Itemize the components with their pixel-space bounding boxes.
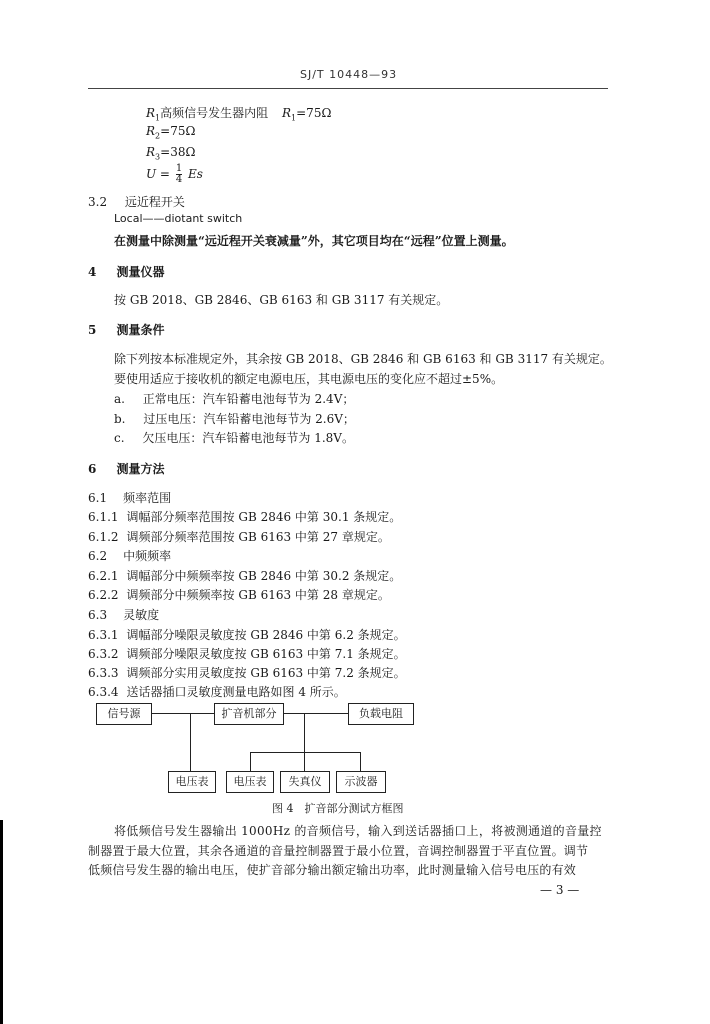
r3-sub: 3 — [155, 152, 161, 162]
section-5-text-2: 要使用适应于接收机的额定电源电压，其电源电压的变化应不超过±5%。 — [114, 372, 504, 386]
clause-text: 中频频率 — [123, 549, 172, 563]
voltmeter-box-1: 电压表 — [168, 771, 216, 793]
clause-text: 调幅部分频率范围按 GB 2846 中第 30.1 条规定。 — [126, 510, 402, 524]
clause-text: 调频部分实用灵敏度按 GB 6163 中第 7.2 条规定。 — [126, 666, 406, 680]
voltmeter-box-2: 电压表 — [226, 771, 274, 793]
section-5-item-a — [114, 390, 354, 407]
clause-6-2-2 — [88, 586, 390, 603]
item-label: c. — [114, 431, 125, 445]
section-number: 6 — [88, 462, 97, 476]
clause-text: 调频部分中频频率按 GB 6163 中第 28 章规定。 — [126, 588, 390, 602]
amplifier-box: 扩音机部分 — [214, 703, 284, 725]
clause-6-3-3 — [88, 664, 406, 681]
signal-source-box: 信号源 — [96, 703, 152, 725]
formula-r1 — [146, 104, 331, 122]
figure-caption: 图 4 扩音部分测试方框图 — [272, 802, 404, 815]
clause-number: 6.3.3 — [88, 666, 119, 680]
section-number: 5 — [88, 323, 97, 337]
header-rule — [88, 88, 608, 89]
r2-sub: 2 — [155, 131, 161, 141]
section-4-heading — [88, 263, 165, 280]
clause-number: 6.3.4 — [88, 685, 119, 699]
r1-eq-value: =75Ω — [296, 106, 332, 120]
r1-eq-symbol: R — [281, 106, 292, 120]
section-title: 远近程开关 — [124, 195, 185, 209]
clause-number: 6.2.1 — [88, 569, 119, 583]
standard-code: SJ/T 10448—93 — [300, 68, 398, 81]
clause-number: 6.3.1 — [88, 628, 119, 642]
section-5-item-b — [114, 410, 355, 427]
clause-6-3-4 — [88, 683, 346, 700]
section-title: 测量条件 — [116, 323, 165, 337]
u-rhs: Es — [188, 167, 203, 181]
r1-sub: 1 — [155, 113, 161, 123]
page-number: — 3 — — [540, 883, 580, 897]
paragraph-line-1: 将低频信号发生器输出 1000Hz 的音频信号，输入到送话器插口上，将被测通道的音量控 — [114, 824, 602, 838]
section-4-text: 按 GB 2018、GB 2846、GB 6163 和 GB 3117 有关规定。 — [114, 293, 449, 307]
oscilloscope-box: 示波器 — [336, 771, 386, 793]
u-numerator: 1 — [175, 163, 183, 174]
r2-symbol: R — [146, 124, 156, 138]
clause-text: 调幅部分噪限灵敏度按 GB 2846 中第 6.2 条规定。 — [126, 628, 406, 642]
clause-6-2 — [88, 547, 171, 564]
r1-symbol: R — [146, 106, 156, 120]
clause-text: 送话器插口灵敏度测量电路如图 4 所示。 — [126, 685, 346, 699]
clause-number: 6.3 — [88, 608, 108, 622]
wire-amp-to-load — [282, 713, 348, 714]
r2-value: =75Ω — [160, 124, 196, 138]
wire-output-tap — [304, 713, 305, 752]
clause-number: 6.1 — [88, 491, 108, 505]
clause-text: 调幅部分中频频率按 GB 2846 中第 30.2 条规定。 — [126, 569, 402, 583]
r3-symbol: R — [146, 145, 156, 159]
item-text: 过压电压：汽车铅蓄电池每节为 2.6V； — [143, 412, 355, 426]
clause-text: 调频部分噪限灵敏度按 GB 6163 中第 7.1 条规定。 — [126, 647, 406, 661]
clause-number: 6.1.1 — [88, 510, 119, 524]
formula-u — [146, 164, 203, 185]
section-number: 3.2 — [88, 195, 108, 209]
item-text: 欠压电压：汽车铅蓄电池每节为 1.8V。 — [142, 431, 354, 445]
item-label: b. — [114, 412, 126, 426]
clause-6-3 — [88, 606, 159, 623]
u-lhs: U = — [146, 167, 170, 181]
section-title: 测量仪器 — [116, 265, 165, 279]
clause-number: 6.2 — [88, 549, 108, 563]
distortion-meter-box: 失真仪 — [280, 771, 330, 793]
load-resistor-box: 负载电阻 — [348, 703, 414, 725]
clause-6-2-1 — [88, 567, 401, 584]
section-number: 4 — [88, 265, 97, 279]
r3-value: =38Ω — [160, 145, 196, 159]
wire-to-oscilloscope — [360, 752, 361, 771]
formula-r2 — [146, 124, 195, 140]
section-3-2-english: Local——diotant switch — [114, 212, 243, 225]
paragraph-line-2: 制器置于最大位置，其余各通道的音量控制器置于最小位置，音调控制器置于平直位置。调节 — [88, 844, 589, 858]
item-label: a. — [114, 392, 125, 406]
clause-6-1-2 — [88, 528, 390, 545]
clause-6-3-2 — [88, 645, 406, 662]
r1-eq-sub: 1 — [291, 113, 297, 123]
u-fraction — [176, 164, 182, 185]
item-text: 正常电压：汽车铅蓄电池每节为 2.4V； — [142, 392, 355, 406]
wire-output-bus — [250, 752, 360, 753]
section-3-2-heading — [88, 193, 185, 210]
clause-6-1 — [88, 489, 171, 506]
section-5-text-1: 除下列按本标准规定外，其余按 GB 2018、GB 2846 和 GB 6163 和 GB 3117 有关规定。 — [114, 352, 612, 366]
section-title: 测量方法 — [116, 462, 165, 476]
section-6-heading — [88, 460, 165, 477]
wire-to-distortion — [304, 752, 305, 771]
wire-to-voltmeter-2 — [250, 752, 251, 771]
clause-number: 6.1.2 — [88, 530, 119, 544]
section-3-2-text: 在测量中除测量“远近程开关衰减量”外，其它项目均在“远程”位置上测量。 — [114, 234, 514, 248]
clause-6-3-1 — [88, 626, 406, 643]
u-denominator: 4 — [175, 174, 183, 185]
clause-6-1-1 — [88, 508, 401, 525]
section-5-item-c — [114, 429, 354, 446]
formula-r3 — [146, 145, 195, 161]
clause-text: 灵敏度 — [123, 608, 160, 622]
clause-number: 6.3.2 — [88, 647, 119, 661]
wire-input-tap — [190, 713, 191, 771]
scan-edge — [0, 820, 3, 1024]
clause-text: 频率范围 — [123, 491, 172, 505]
section-5-heading — [88, 321, 165, 338]
clause-number: 6.2.2 — [88, 588, 119, 602]
paragraph-line-3: 低频信号发生器的输出电压，使扩音部分输出额定输出功率，此时测量输入信号电压的有效 — [88, 863, 577, 877]
r1-desc: 高频信号发生器内阻 — [160, 106, 269, 120]
clause-text: 调频部分频率范围按 GB 6163 中第 27 章规定。 — [126, 530, 390, 544]
wire-signal-to-amp — [150, 713, 214, 714]
